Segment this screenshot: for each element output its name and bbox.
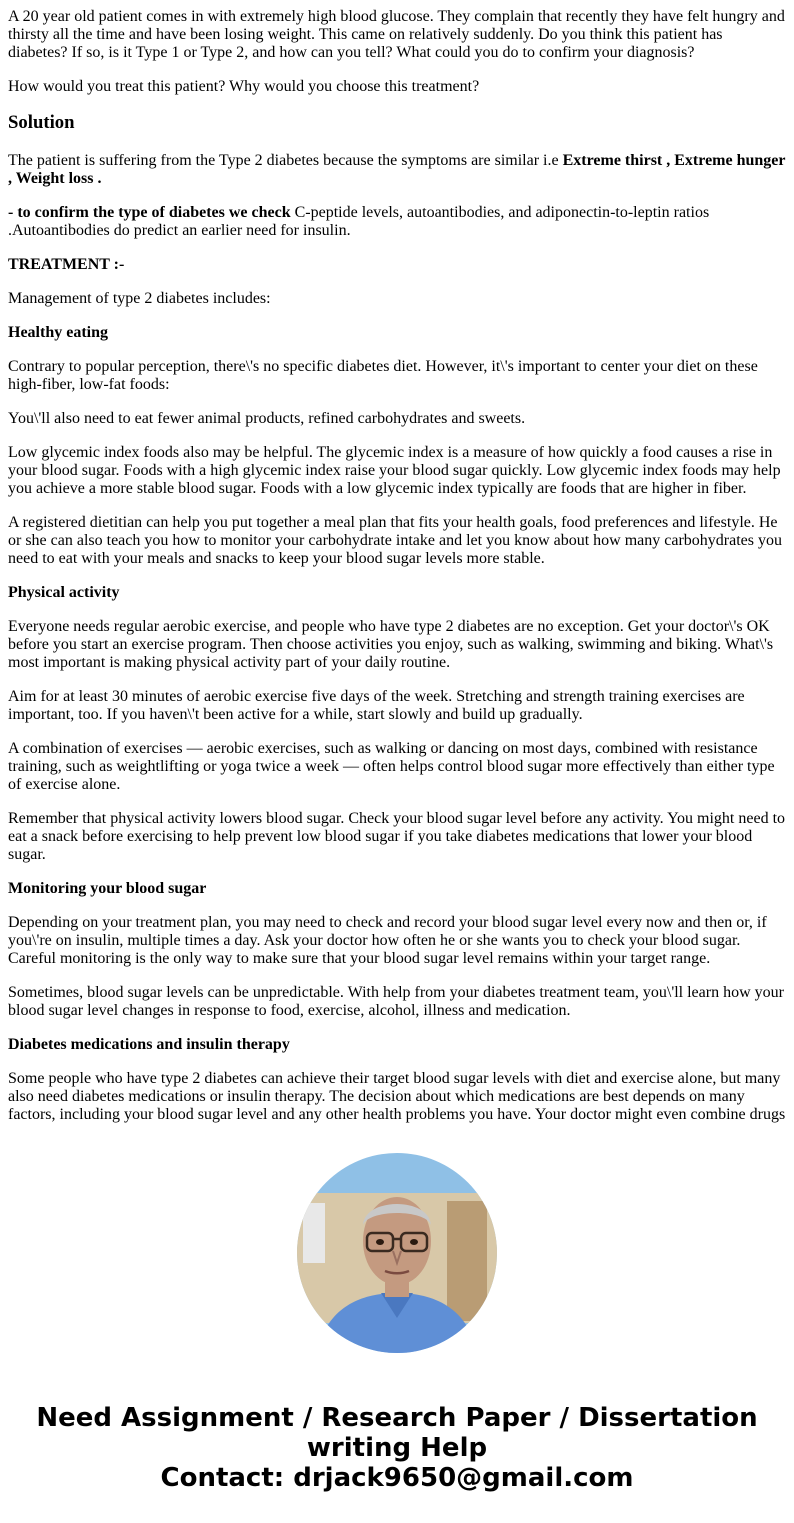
physical-activity-paragraph: A combination of exercises — aerobic exercises, such as walking or dancing on most days, combined with resistance training, such as weightlifting or yoga twice a week — often helps control blood sugar more effectively than either type of exercise alone. xyxy=(8,740,775,793)
medications-heading: Diabetes medications and insulin therapy xyxy=(8,1036,290,1053)
solution-heading: Solution xyxy=(8,112,75,133)
physical-activity-paragraph: Everyone needs regular aerobic exercise, and people who have type 2 diabetes are no exception. Get your doctor\'s OK before you start an exercise program. Then choose activities you enjoy, such as walking, swimming and biking. What\'s most important is making physical activity part of your daily routine. xyxy=(8,618,774,671)
monitoring-paragraph: Depending on your treatment plan, you may need to check and record your blood sugar level every now and then or, if you\'re on insulin, multiple times a day. Ask your doctor how often he or she wants you to check your blood sugar. Careful monitoring is the only way to make sure that your blood sugar level remains within your target range. xyxy=(8,914,767,967)
healthy-eating-paragraph: Low glycemic index foods also may be helpful. The glycemic index is a measure of how quickly a food causes a rise in your blood sugar. Foods with a high glycemic index raise your blood sugar quickly. Low glycemic index foods may help you achieve a more stable blood sugar. Foods with a low glycemic index typically are foods that are higher in fiber. xyxy=(8,444,781,497)
promo-contact: Contact: drjack9650@gmail.com xyxy=(160,1463,634,1493)
symptoms-bold: Extreme thirst , Extreme hunger , Weight loss . xyxy=(8,152,786,187)
promo-line: Need Assignment / Research Paper / Dissertation xyxy=(36,1403,758,1433)
promo-banner xyxy=(0,1403,794,1493)
physical-activity-paragraph: Aim for at least 30 minutes of aerobic exercise five days of the week. Stretching and strength training exercises are important, too. If you haven\'t been active for a while, start slowly and build up gradually. xyxy=(8,688,745,723)
healthy-eating-heading: Healthy eating xyxy=(8,324,108,341)
monitoring-paragraph: Sometimes, blood sugar levels can be unpredictable. With help from your diabetes treatment team, you\'ll learn how your blood sugar level changes in response to food, exercise, alcohol, illness and medication. xyxy=(8,984,784,1019)
medications-paragraph: Some people who have type 2 diabetes can achieve their target blood sugar levels with diet and exercise alone, but many also need diabetes medications or insulin therapy. The decision about which medications are best depends on many factors, including your blood sugar level and any other health problems you have. Your doctor might even combine drugs xyxy=(8,1070,786,1123)
healthy-eating-paragraph: You\'ll also need to eat fewer animal products, refined carbohydrates and sweets. xyxy=(8,410,526,427)
treatment-heading: TREATMENT :- xyxy=(8,256,125,273)
intro-text: The patient is suffering from the Type 2 diabetes because the symptoms are similar i.e xyxy=(8,152,563,169)
confirm-text: C-peptide levels, autoantibodies, and adiponectin-to-leptin ratios .Autoantibodies do predict an earlier need for insulin. xyxy=(8,204,710,239)
healthy-eating-paragraph: Contrary to popular perception, there\'s no specific diabetes diet. However, it\'s important to center your diet on these high-fiber, low-fat foods: xyxy=(8,358,758,393)
healthy-eating-paragraph: A registered dietitian can help you put together a meal plan that fits your health goals, food preferences and lifestyle. He or she can also teach you how to monitor your carbohydrate intake and let you know about how many carbohydrates you need to eat with your meals and snacks to keep your blood sugar levels more stable. xyxy=(8,514,783,567)
author-avatar xyxy=(297,1153,497,1353)
promo-line: writing Help xyxy=(306,1433,488,1463)
question-paragraph: How would you treat this patient? Why would you choose this treatment? xyxy=(8,78,480,95)
author-photo-illustration xyxy=(297,1153,497,1353)
confirm-paragraph xyxy=(8,204,786,240)
physical-activity-paragraph: Remember that physical activity lowers blood sugar. Check your blood sugar level before any activity. You might need to eat a snack before exercising to help prevent low blood sugar if you take diabetes medications that lower your blood sugar. xyxy=(8,810,786,863)
physical-activity-heading: Physical activity xyxy=(8,584,120,601)
question-paragraph: A 20 year old patient comes in with extremely high blood glucose. They complain that recently they have felt hungry and thirsty all the time and have been losing weight. This came on relatively suddenly. Do you think this patient has diabetes? If so, is it Type 1 or Type 2, and how can you tell? What could you do to confirm your diagnosis? xyxy=(8,8,785,61)
solution-intro xyxy=(8,152,786,188)
management-paragraph: Management of type 2 diabetes includes: xyxy=(8,290,271,307)
monitoring-heading: Monitoring your blood sugar xyxy=(8,880,207,897)
article-content xyxy=(8,0,786,1124)
confirm-bold: - to confirm the type of diabetes we check xyxy=(8,204,291,221)
